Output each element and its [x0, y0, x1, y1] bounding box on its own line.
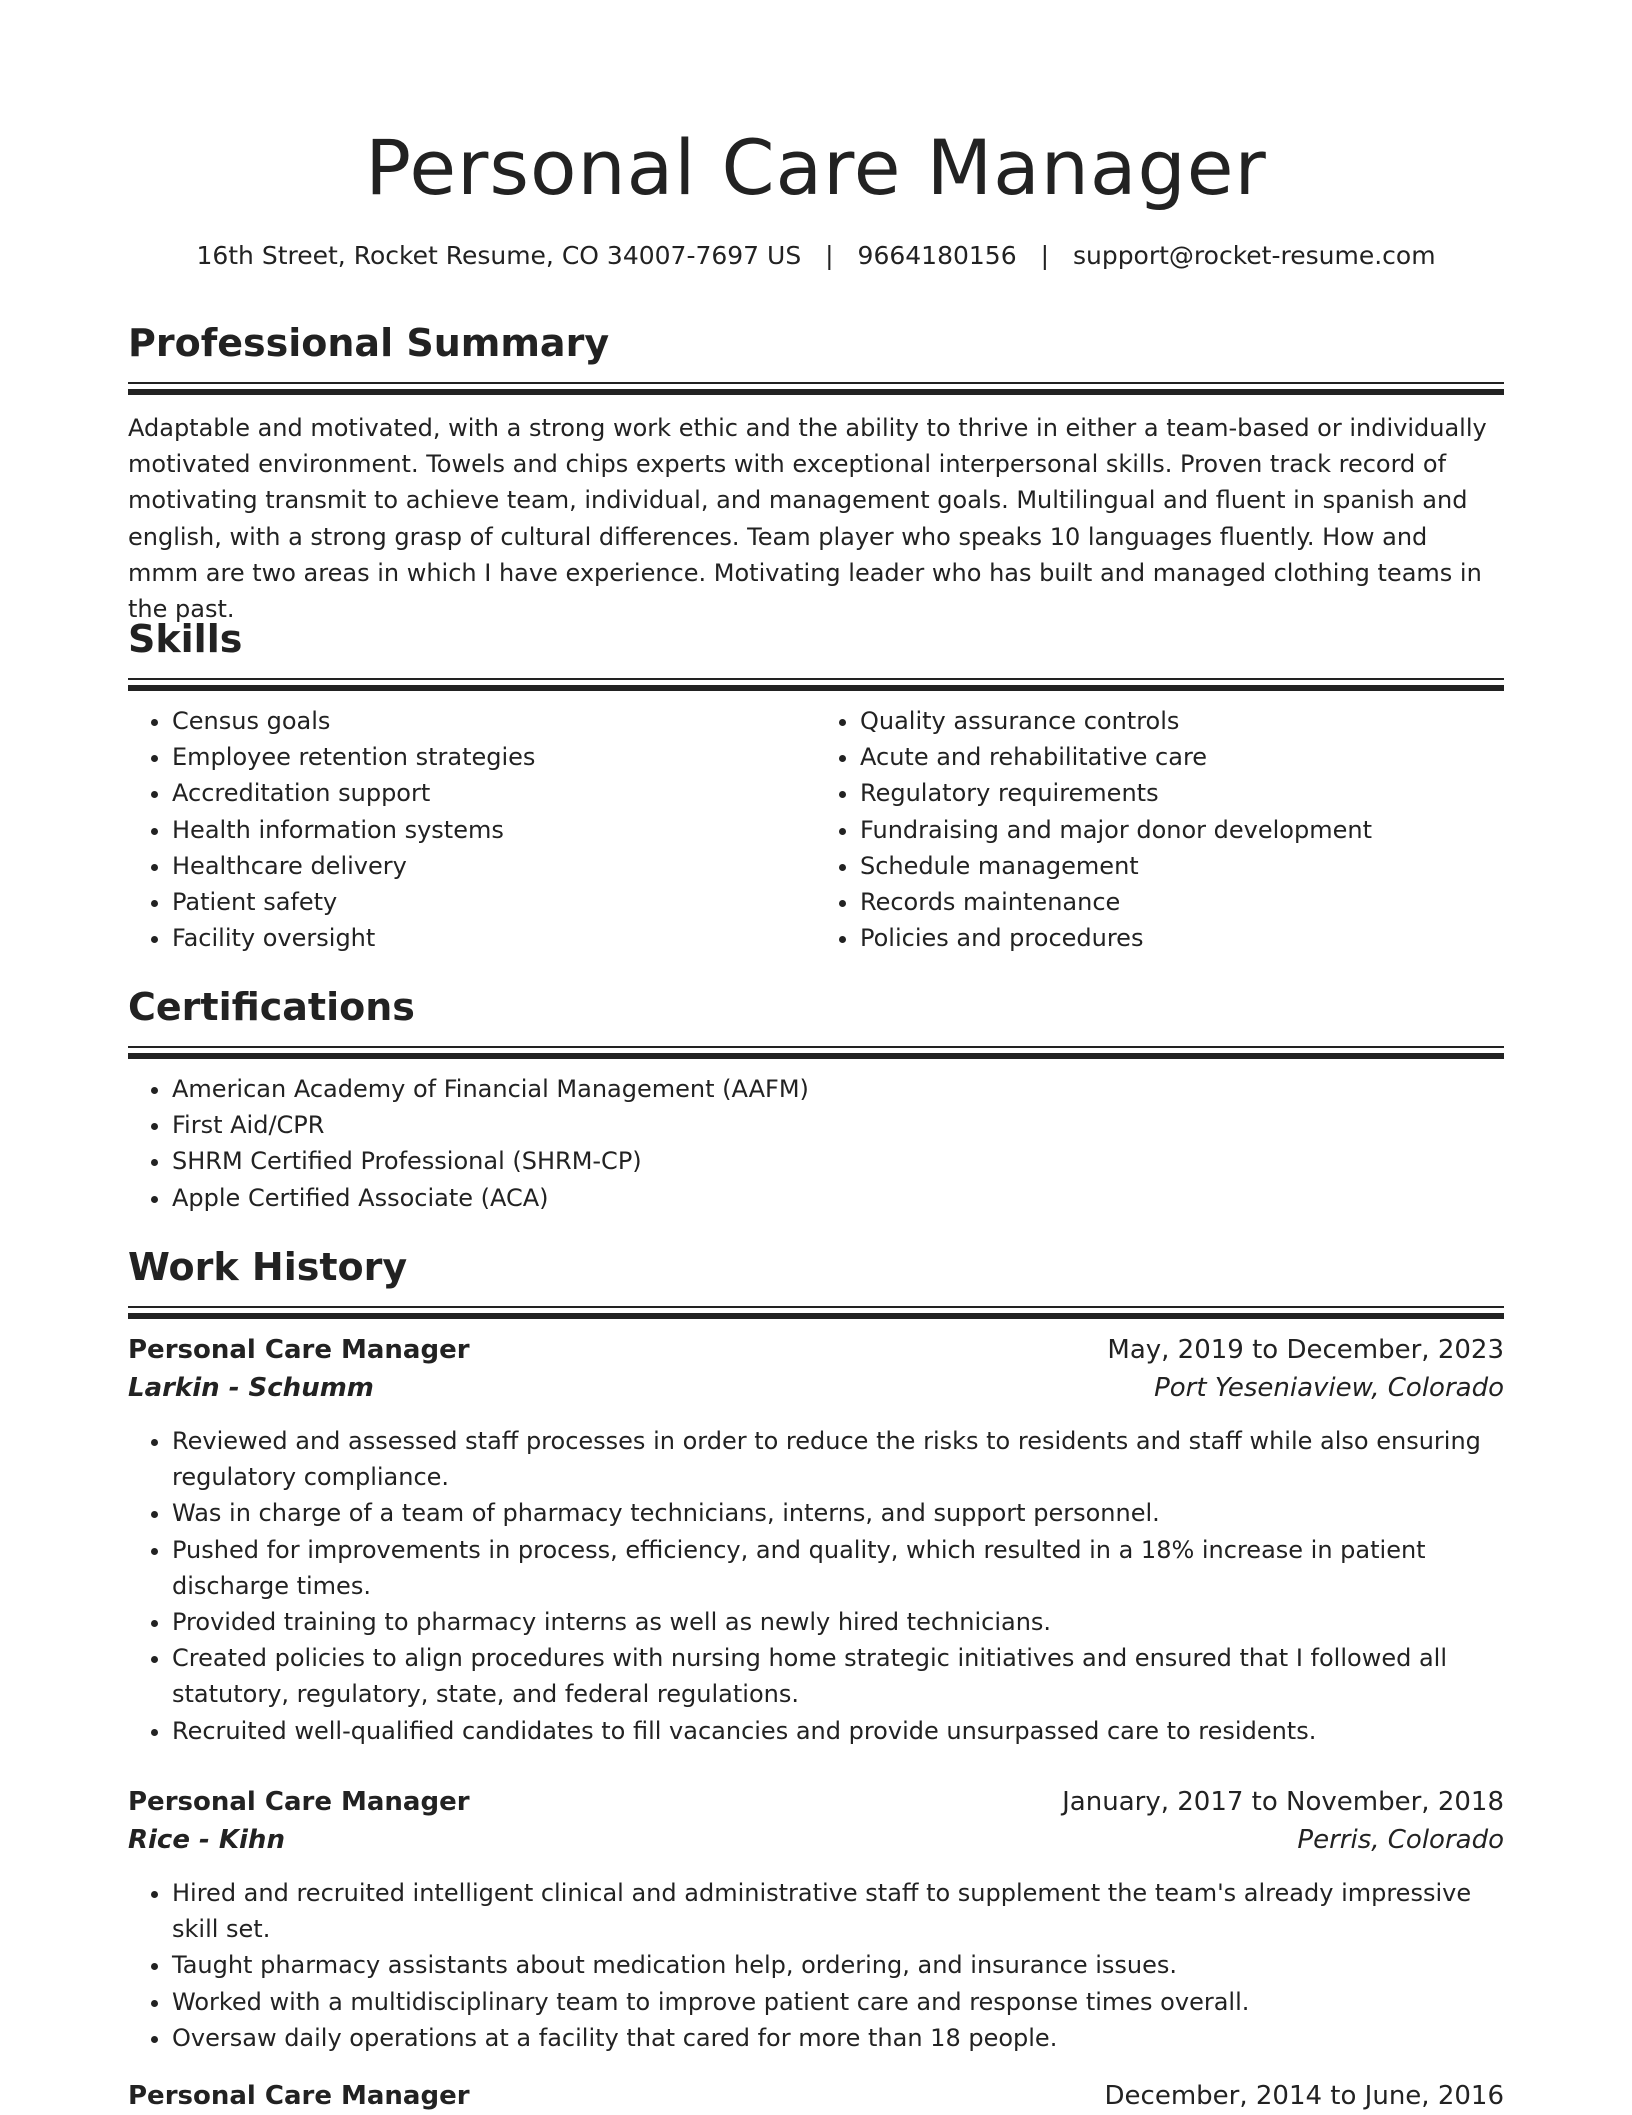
- skills-list-right: [816, 703, 1504, 956]
- job-dates: December, 2014 to June, 2016: [1104, 2081, 1504, 2111]
- list-item: • Census goals: [172, 703, 816, 739]
- job-title: Personal Care Manager: [128, 1787, 470, 1817]
- list-item: • Recruited well-qualified candidates to fill vacancies and provide unsurpassed care to residents.: [172, 1713, 1504, 1749]
- email: support@rocket-resume.com: [1072, 241, 1436, 270]
- job-bullets: [128, 1423, 1504, 1749]
- job-entry: [128, 1783, 1504, 2056]
- list-item: • Employee retention strategies: [172, 739, 816, 775]
- separator: |: [1040, 241, 1049, 270]
- section-title: Certifications: [128, 985, 415, 1029]
- job-dates: January, 2017 to November, 2018: [1062, 1787, 1504, 1817]
- list-item: • American Academy of Financial Management (AAFM): [172, 1071, 1504, 1107]
- list-item: • Pushed for improvements in process, efficiency, and quality, which resulted in a 18% increase in patient discharge times.: [172, 1532, 1504, 1604]
- list-item: • First Aid/CPR: [172, 1107, 1504, 1143]
- skills-section: [128, 614, 1504, 956]
- candidate-name: Personal Care Manager: [365, 123, 1267, 212]
- work-history-section: [128, 1242, 1504, 1319]
- list-item: • Policies and procedures: [860, 920, 1504, 956]
- section-divider: [128, 678, 1504, 691]
- list-item: • Regulatory requirements: [860, 775, 1504, 811]
- list-item: • Was in charge of a team of pharmacy technicians, interns, and support personnel.: [172, 1495, 1504, 1531]
- list-item: • Hired and recruited intelligent clinical and administrative staff to supplement the team's already impressive skill set.: [172, 1875, 1504, 1947]
- list-item: • Accreditation support: [172, 775, 816, 811]
- list-item: • Apple Certified Associate (ACA): [172, 1180, 1504, 1216]
- phone: 9664180156: [857, 241, 1017, 270]
- separator: |: [825, 241, 834, 270]
- section-divider: [128, 1046, 1504, 1059]
- section-divider: [128, 382, 1504, 395]
- list-item: • Worked with a multidisciplinary team to improve patient care and response times overall.: [172, 1984, 1504, 2020]
- contact-line: [128, 238, 1504, 274]
- list-item: • Health information systems: [172, 812, 816, 848]
- list-item: • Schedule management: [860, 848, 1504, 884]
- list-item: • Facility oversight: [172, 920, 816, 956]
- job-entry: [128, 2077, 1504, 2115]
- section-divider: [128, 1306, 1504, 1319]
- list-item: • Oversaw daily operations at a facility that cared for more than 18 people.: [172, 2020, 1504, 2056]
- list-item: • Provided training to pharmacy interns as well as newly hired technicians.: [172, 1604, 1504, 1640]
- job-title: Personal Care Manager: [128, 2081, 470, 2111]
- job-entry: [128, 1331, 1504, 1749]
- skills-list-left: [128, 703, 816, 956]
- list-item: • Patient safety: [172, 884, 816, 920]
- summary-text: Adaptable and motivated, with a strong work ethic and the ability to thrive in either a team-based or individually motivated environment. Towels and chips experts with exceptional interpersonal skills. Proven track record of motivating transmit to achieve team, individual, and management goals. Multilingual and fluent in spanish and english, with a strong grasp of cultural differences. Team player who speaks 10 languages fluently. How and mmm are two areas in which I have experience. Motivating leader who has built and managed clothing teams in the past.: [128, 414, 1487, 624]
- list-item: • Acute and rehabilitative care: [860, 739, 1504, 775]
- list-item: • Fundraising and major donor development: [860, 812, 1504, 848]
- address: 16th Street, Rocket Resume, CO 34007-7697 US: [196, 241, 802, 270]
- list-item: • Taught pharmacy assistants about medication help, ordering, and insurance issues.: [172, 1947, 1504, 1983]
- job-title: Personal Care Manager: [128, 1335, 470, 1365]
- certifications-section: [128, 982, 1504, 1216]
- job-bullets: [128, 1875, 1504, 2056]
- section-title: Work History: [128, 1245, 408, 1289]
- list-item: • Created policies to align procedures with nursing home strategic initiatives and ensured that I followed all statutory, regulatory, state, and federal regulations.: [172, 1640, 1504, 1712]
- list-item: • SHRM Certified Professional (SHRM-CP): [172, 1143, 1504, 1179]
- job-location: Port Yeseniaview, Colorado: [1154, 1373, 1504, 1403]
- list-item: • Records maintenance: [860, 884, 1504, 920]
- certifications-list: [128, 1071, 1504, 1216]
- section-title: Skills: [128, 617, 243, 661]
- list-item: • Reviewed and assessed staff processes in order to reduce the risks to residents and staff while also ensuring regulatory compliance.: [172, 1423, 1504, 1495]
- list-item: • Quality assurance controls: [860, 703, 1504, 739]
- section-title: Professional Summary: [128, 321, 610, 365]
- job-company: Larkin - Schumm: [128, 1373, 374, 1403]
- job-location: Perris, Colorado: [1297, 1825, 1504, 1855]
- skills-columns: [128, 703, 1504, 956]
- job-company: Rice - Kihn: [128, 1825, 285, 1855]
- summary-section: [128, 318, 1504, 627]
- list-item: • Healthcare delivery: [172, 848, 816, 884]
- job-dates: May, 2019 to December, 2023: [1107, 1335, 1504, 1365]
